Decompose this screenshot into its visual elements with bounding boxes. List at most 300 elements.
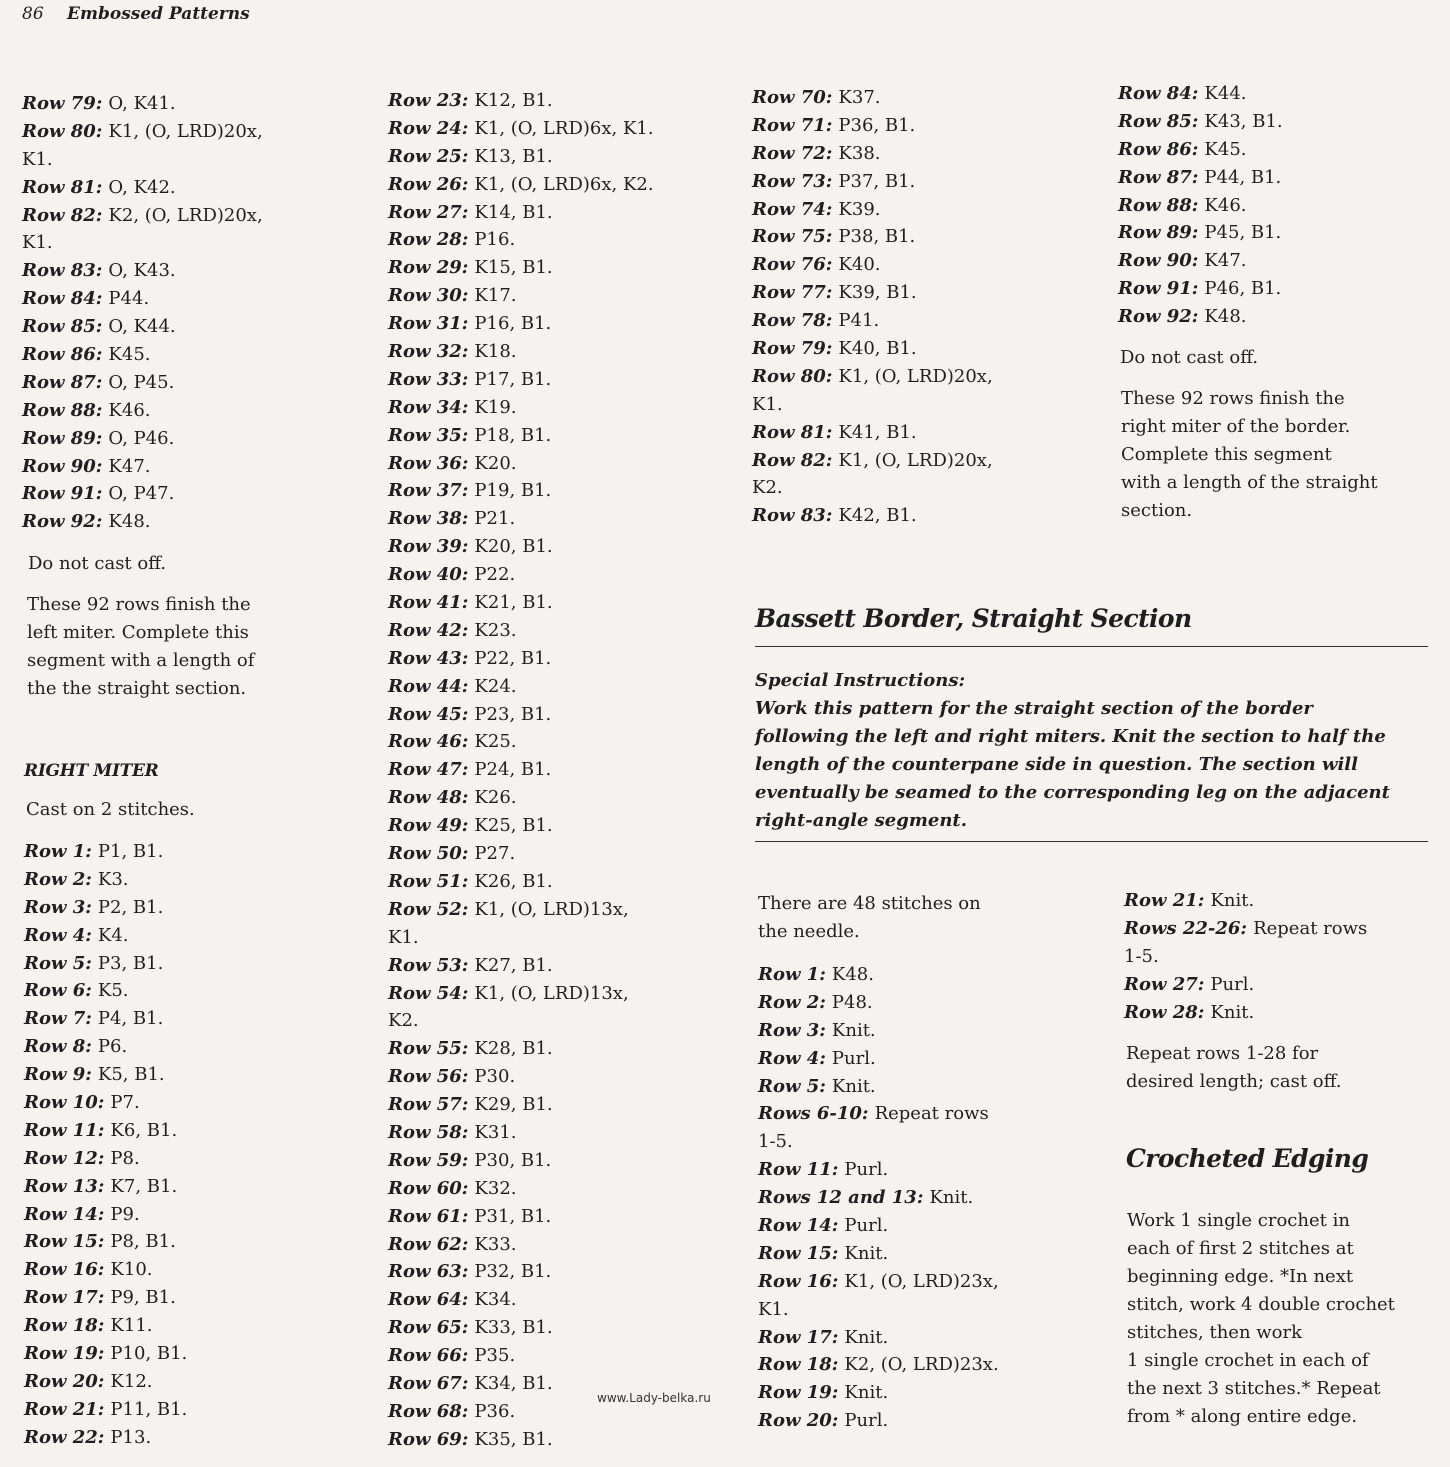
- instruction-row: [758, 1212, 999, 1240]
- cast-on-note: Cast on 2 stitches.: [26, 799, 195, 820]
- text-line: with a length of the straight: [1121, 472, 1378, 493]
- row-label: Row 63:: [388, 1261, 469, 1283]
- row-text: K12, B1.: [474, 90, 553, 111]
- stitch-count-note: [758, 890, 981, 946]
- row-label: Row 36:: [388, 452, 469, 474]
- instruction-row: [388, 868, 654, 896]
- row-text: K1, (O, LRD)20x,: [108, 120, 263, 142]
- instruction-row: [752, 419, 993, 447]
- text-line: eventually be seamed to the corresponding leg on the adjacent: [755, 782, 1390, 803]
- row-text: P32, B1.: [474, 1261, 552, 1283]
- row-text: Purl.: [844, 1215, 889, 1237]
- row-text: K48.: [108, 511, 151, 533]
- row-label: Row 22:: [24, 1426, 105, 1448]
- instruction-row: [388, 422, 654, 450]
- instruction-row: [24, 1368, 187, 1396]
- instruction-row: [24, 922, 187, 950]
- row-label: Row 82:: [752, 449, 833, 471]
- row-label: Row 8:: [24, 1036, 92, 1058]
- row-text: K28, B1.: [474, 1038, 553, 1060]
- instruction-row: [388, 450, 654, 478]
- row-text: Purl.: [844, 1159, 889, 1181]
- running-title: Embossed Patterns: [67, 4, 250, 24]
- row-text: K40, B1.: [838, 338, 917, 360]
- instruction-row: [758, 1268, 999, 1296]
- row-label: Row 2:: [24, 868, 92, 890]
- row-text: P36.: [474, 1400, 516, 1422]
- right-miter-rows-cont-2: [752, 84, 993, 530]
- row-label: Row 50:: [388, 843, 469, 865]
- instruction-row: [24, 838, 187, 866]
- instruction-row: [22, 202, 263, 230]
- instruction-row: [388, 533, 654, 561]
- section-rule-top: [755, 646, 1428, 647]
- row-label: Row 76:: [752, 254, 833, 276]
- instruction-row: [388, 952, 654, 980]
- instruction-row: [388, 115, 654, 143]
- row-text: O, K43.: [108, 260, 176, 282]
- instruction-row: [758, 1240, 999, 1268]
- row-label: Row 13:: [24, 1175, 105, 1197]
- row-text: P10, B1.: [110, 1343, 188, 1365]
- row-text: K38.: [838, 142, 881, 164]
- row-text: P2, B1.: [97, 896, 164, 918]
- instruction-row: [388, 840, 654, 868]
- row-text: K7, B1.: [110, 1175, 178, 1197]
- row-label: Row 87:: [22, 371, 103, 393]
- instruction-row: [388, 1175, 654, 1203]
- row-text: K34.: [474, 1289, 517, 1311]
- right-miter-rows-cont: [388, 87, 654, 1454]
- row-label: Row 85:: [22, 316, 103, 338]
- text-line: stitch, work 4 double crochet: [1127, 1294, 1395, 1315]
- row-label: Row 58:: [388, 1121, 469, 1143]
- watermark: www.Lady-belka.ru: [597, 1391, 711, 1405]
- row-text: K23.: [474, 619, 517, 641]
- row-label: Rows 6-10:: [758, 1103, 869, 1125]
- row-text: Purl.: [1210, 973, 1255, 995]
- row-text: K29, B1.: [474, 1094, 553, 1116]
- row-label: Row 34:: [388, 396, 469, 418]
- row-text: K1.: [22, 232, 53, 254]
- row-label: Row 7:: [24, 1008, 92, 1030]
- row-text: P13.: [110, 1426, 152, 1448]
- row-text: P44, B1.: [1204, 166, 1282, 188]
- instruction-row: [24, 894, 187, 922]
- row-text: P7.: [110, 1092, 140, 1114]
- row-text: K40.: [838, 254, 881, 276]
- row-label: Row 20:: [758, 1410, 839, 1432]
- row-label: Row 21:: [24, 1398, 105, 1420]
- instruction-row: [388, 282, 654, 310]
- row-text: K15, B1.: [474, 257, 553, 279]
- row-text: K12.: [110, 1370, 153, 1392]
- row-text: O, K41.: [108, 93, 176, 114]
- text-line: the needle.: [758, 921, 860, 942]
- row-text: P16, B1.: [474, 313, 552, 335]
- bassett-border-heading: Bassett Border, Straight Section: [755, 604, 1192, 633]
- row-text: K1, (O, LRD)20x,: [838, 365, 993, 387]
- row-text: P6.: [97, 1036, 128, 1058]
- row-text: O, P46.: [108, 427, 175, 449]
- row-text: Knit.: [844, 1326, 889, 1348]
- row-text: K31.: [474, 1121, 517, 1143]
- row-label: Row 79:: [22, 93, 103, 114]
- row-label: Row 19:: [24, 1343, 105, 1365]
- row-text: K33.: [474, 1233, 517, 1255]
- instruction-row: [22, 453, 263, 481]
- instruction-row: [388, 366, 654, 394]
- instruction-row: [752, 196, 993, 224]
- instruction-row: [1118, 192, 1283, 220]
- row-text: P23, B1.: [474, 703, 552, 725]
- left-miter-rows-end: [22, 90, 263, 536]
- row-label: Row 28:: [388, 229, 469, 251]
- row-label: Row 23:: [388, 90, 469, 111]
- row-text: K1.: [22, 148, 53, 170]
- row-label: Row 90:: [22, 455, 103, 477]
- row-label: Row 32:: [388, 341, 469, 363]
- row-text: Knit.: [1210, 1001, 1255, 1023]
- row-text: P4, B1.: [97, 1008, 164, 1030]
- instruction-row: [22, 90, 263, 118]
- instruction-row: [388, 1231, 654, 1259]
- row-label: Row 20:: [24, 1370, 105, 1392]
- special-instructions: [755, 667, 1390, 835]
- instruction-row: [24, 866, 187, 894]
- row-label: Row 11:: [758, 1159, 839, 1181]
- row-text: K37.: [838, 87, 881, 108]
- row-label: Row 2:: [758, 991, 826, 1013]
- row-label: Row 47:: [388, 759, 469, 781]
- row-label: Row 72:: [752, 142, 833, 164]
- instruction-row: [24, 977, 187, 1005]
- row-label: Row 3:: [758, 1019, 826, 1041]
- instruction-row: [388, 980, 654, 1008]
- instruction-row: [758, 1045, 999, 1073]
- row-text: K5, B1.: [97, 1064, 165, 1086]
- row-label: Row 91:: [22, 483, 103, 505]
- row-text: P11, B1.: [110, 1398, 188, 1420]
- instruction-row: [388, 701, 654, 729]
- instruction-row: [22, 313, 263, 341]
- text-line: Complete this segment: [1121, 444, 1332, 465]
- row-label: Row 54:: [388, 982, 469, 1004]
- row-label: Row 86:: [1118, 138, 1199, 160]
- row-text: K1.: [388, 926, 419, 948]
- text-line: stitches, then work: [1127, 1322, 1303, 1343]
- instruction-row: [24, 1117, 187, 1145]
- row-label: Rows 12 and 13:: [758, 1187, 924, 1209]
- row-label: Row 25:: [388, 145, 469, 167]
- row-text: P1, B1.: [97, 841, 164, 862]
- row-label: Row 57:: [388, 1094, 469, 1116]
- row-label: Row 24:: [388, 117, 469, 139]
- instruction-row: [752, 447, 993, 475]
- instruction-row: [1118, 80, 1283, 108]
- instruction-row: [1118, 108, 1283, 136]
- instruction-row: [1118, 219, 1283, 247]
- row-text: O, P45.: [108, 371, 175, 393]
- instruction-row: [752, 363, 993, 391]
- instruction-row: [758, 1184, 999, 1212]
- row-label: Row 83:: [22, 260, 103, 282]
- instruction-row: [752, 112, 993, 140]
- row-text: K45.: [1204, 138, 1247, 160]
- row-text: K1, (O, LRD)6x, K2.: [474, 173, 654, 195]
- row-label: Row 37:: [388, 480, 469, 502]
- instruction-row: [758, 1017, 999, 1045]
- text-line: desired length; cast off.: [1126, 1071, 1342, 1092]
- row-label: Row 4:: [24, 924, 92, 946]
- row-text: P3, B1.: [97, 952, 164, 974]
- row-label: Row 5:: [758, 1075, 826, 1097]
- instruction-row: [24, 1396, 187, 1424]
- instruction-row: [388, 199, 654, 227]
- row-text: P22, B1.: [474, 647, 552, 669]
- row-text: K27, B1.: [474, 954, 553, 976]
- instruction-row: [388, 87, 654, 115]
- row-text: Knit.: [831, 1019, 876, 1041]
- instruction-row-continuation: [752, 391, 993, 419]
- instruction-row: [752, 335, 993, 363]
- instruction-row: [388, 589, 654, 617]
- row-text: K39, B1.: [838, 282, 917, 304]
- row-label: Row 18:: [24, 1315, 105, 1337]
- row-text: K2, (O, LRD)23x.: [844, 1354, 999, 1376]
- instruction-row: [388, 1035, 654, 1063]
- row-label: Row 77:: [752, 282, 833, 304]
- instruction-row: [388, 673, 654, 701]
- instruction-row: [752, 168, 993, 196]
- instruction-row: [388, 171, 654, 199]
- instruction-row: [1124, 971, 1367, 999]
- row-label: Row 51:: [388, 870, 469, 892]
- row-text: K42, B1.: [838, 505, 917, 527]
- instruction-row: [22, 480, 263, 508]
- row-text: O, K42.: [108, 176, 176, 198]
- section-rule-bottom: [755, 841, 1428, 842]
- instruction-row: [388, 728, 654, 756]
- instruction-row-continuation: [752, 474, 993, 502]
- row-label: Row 59:: [388, 1149, 469, 1171]
- row-text: Knit.: [929, 1187, 974, 1209]
- instruction-row: [388, 561, 654, 589]
- instruction-row: [752, 279, 993, 307]
- instruction-row: [1118, 164, 1283, 192]
- row-text: P27.: [474, 843, 516, 865]
- crocheted-edging-instructions: [1127, 1207, 1395, 1431]
- instruction-row: [758, 961, 999, 989]
- text-line: 1 single crochet in each of: [1127, 1350, 1369, 1371]
- row-text: P9.: [110, 1203, 140, 1225]
- text-line: right miter of the border.: [1121, 416, 1351, 437]
- row-label: Rows 22-26:: [1124, 917, 1248, 939]
- row-text: K35, B1.: [474, 1428, 553, 1450]
- special-instructions-body: [755, 695, 1390, 835]
- left-miter-finish-note: [27, 591, 254, 703]
- row-label: Row 78:: [752, 310, 833, 332]
- row-text: K47.: [1204, 250, 1247, 272]
- right-miter-heading: RIGHT MITER: [24, 761, 159, 781]
- row-label: Row 17:: [24, 1287, 105, 1309]
- row-label: Row 73:: [752, 170, 833, 192]
- instruction-row: [24, 1061, 187, 1089]
- instruction-row: [24, 1228, 187, 1256]
- right-miter-finish-note: [1121, 385, 1378, 525]
- instruction-row: [758, 1156, 999, 1184]
- row-text: K3.: [97, 868, 129, 890]
- instruction-row: [388, 1426, 654, 1454]
- row-text: K11.: [110, 1315, 153, 1337]
- row-label: Row 91:: [1118, 278, 1199, 300]
- row-label: Row 90:: [1118, 250, 1199, 272]
- row-label: Row 10:: [24, 1092, 105, 1114]
- instruction-row: [24, 1201, 187, 1229]
- instruction-row-continuation: [758, 1296, 999, 1324]
- row-label: Row 26:: [388, 173, 469, 195]
- row-label: Row 30:: [388, 285, 469, 307]
- row-text: O, P47.: [108, 483, 175, 505]
- row-label: Row 84:: [22, 288, 103, 310]
- row-text: P21.: [474, 508, 516, 530]
- instruction-row: [1124, 915, 1367, 943]
- row-label: Row 48:: [388, 787, 469, 809]
- instruction-row: [388, 254, 654, 282]
- repeat-note: [1126, 1040, 1342, 1096]
- row-label: Row 65:: [388, 1317, 469, 1339]
- row-label: Row 1:: [24, 841, 92, 862]
- row-label: Row 12:: [24, 1147, 105, 1169]
- row-label: Row 46:: [388, 731, 469, 753]
- row-text: K2.: [388, 1010, 419, 1032]
- row-text: Knit.: [831, 1075, 876, 1097]
- row-label: Row 66:: [388, 1345, 469, 1367]
- instruction-row: [388, 143, 654, 171]
- row-label: Row 4:: [758, 1047, 826, 1069]
- row-label: Row 70:: [752, 87, 833, 108]
- text-line: from * along entire edge.: [1127, 1406, 1358, 1427]
- row-text: P30, B1.: [474, 1149, 552, 1171]
- row-label: Row 88:: [22, 399, 103, 421]
- text-line: left miter. Complete this: [27, 622, 249, 643]
- instruction-row: [758, 1100, 999, 1128]
- instruction-row: [24, 1284, 187, 1312]
- row-label: Row 42:: [388, 619, 469, 641]
- text-line: These 92 rows finish the: [27, 594, 251, 615]
- row-text: K41, B1.: [838, 421, 917, 443]
- row-text: P8, B1.: [110, 1231, 176, 1253]
- row-label: Row 64:: [388, 1289, 469, 1311]
- row-label: Row 69:: [388, 1428, 469, 1450]
- instruction-row: [24, 1089, 187, 1117]
- row-text: P24, B1.: [474, 759, 552, 781]
- row-text: K17.: [474, 285, 517, 307]
- row-text: Knit.: [844, 1242, 889, 1264]
- row-label: Row 92:: [1118, 306, 1199, 328]
- row-label: Row 62:: [388, 1233, 469, 1255]
- instruction-row-continuation: [1124, 943, 1367, 971]
- row-text: P48.: [831, 991, 873, 1013]
- instruction-row: [752, 223, 993, 251]
- instruction-row-continuation: [758, 1128, 999, 1156]
- row-text: K18.: [474, 341, 517, 363]
- row-text: K1.: [758, 1298, 789, 1320]
- instruction-row-continuation: [388, 924, 654, 952]
- instruction-row: [752, 251, 993, 279]
- instruction-row: [388, 338, 654, 366]
- straight-section-rows: [758, 961, 999, 1435]
- row-text: K14, B1.: [474, 201, 553, 223]
- row-text: P17, B1.: [474, 368, 552, 390]
- instruction-row: [388, 477, 654, 505]
- text-line: right-angle segment.: [755, 810, 968, 831]
- row-label: Row 21:: [1124, 890, 1205, 911]
- instruction-row: [22, 341, 263, 369]
- row-label: Row 14:: [758, 1215, 839, 1237]
- text-line: following the left and right miters. Knit the section to half the: [755, 726, 1386, 747]
- row-label: Row 71:: [752, 114, 833, 136]
- row-text: K24.: [474, 675, 517, 697]
- row-text: K1.: [752, 393, 783, 415]
- instruction-row: [24, 1145, 187, 1173]
- row-text: 1-5.: [1124, 945, 1159, 967]
- row-label: Row 11:: [24, 1119, 105, 1141]
- row-label: Row 27:: [1124, 973, 1205, 995]
- instruction-row: [752, 307, 993, 335]
- row-label: Row 5:: [24, 952, 92, 974]
- row-label: Row 18:: [758, 1354, 839, 1376]
- instruction-row: [388, 1063, 654, 1091]
- row-text: P46, B1.: [1204, 278, 1282, 300]
- row-text: K47.: [108, 455, 151, 477]
- row-text: K13, B1.: [474, 145, 553, 167]
- row-text: K1, (O, LRD)6x, K1.: [474, 117, 654, 139]
- row-text: P35.: [474, 1345, 516, 1367]
- row-text: K20.: [474, 452, 517, 474]
- row-text: K46.: [1204, 194, 1247, 216]
- row-label: Row 85:: [1118, 110, 1199, 132]
- row-text: K34, B1.: [474, 1372, 553, 1394]
- row-label: Row 9:: [24, 1064, 92, 1086]
- row-label: Row 14:: [24, 1203, 105, 1225]
- row-text: Knit.: [1210, 890, 1255, 911]
- row-text: Purl.: [844, 1410, 889, 1432]
- row-text: Knit.: [844, 1382, 889, 1404]
- row-text: K1, (O, LRD)20x,: [838, 449, 993, 471]
- instruction-row: [24, 1033, 187, 1061]
- instruction-row: [388, 505, 654, 533]
- instruction-row: [22, 174, 263, 202]
- page-number: 86: [22, 4, 44, 24]
- instruction-row: [752, 84, 993, 112]
- instruction-row: [22, 369, 263, 397]
- row-text: 1-5.: [758, 1131, 793, 1153]
- row-label: Row 81:: [752, 421, 833, 443]
- row-text: P30.: [474, 1066, 516, 1088]
- instruction-row: [22, 508, 263, 536]
- row-label: Row 60:: [388, 1177, 469, 1199]
- instruction-row: [1118, 303, 1283, 331]
- row-text: K5.: [97, 980, 129, 1002]
- row-text: K48.: [1204, 306, 1247, 328]
- row-label: Row 45:: [388, 703, 469, 725]
- row-text: K26.: [474, 787, 517, 809]
- row-label: Row 84:: [1118, 83, 1199, 104]
- row-label: Row 33:: [388, 368, 469, 390]
- row-label: Row 80:: [752, 365, 833, 387]
- right-miter-rows: [24, 838, 187, 1452]
